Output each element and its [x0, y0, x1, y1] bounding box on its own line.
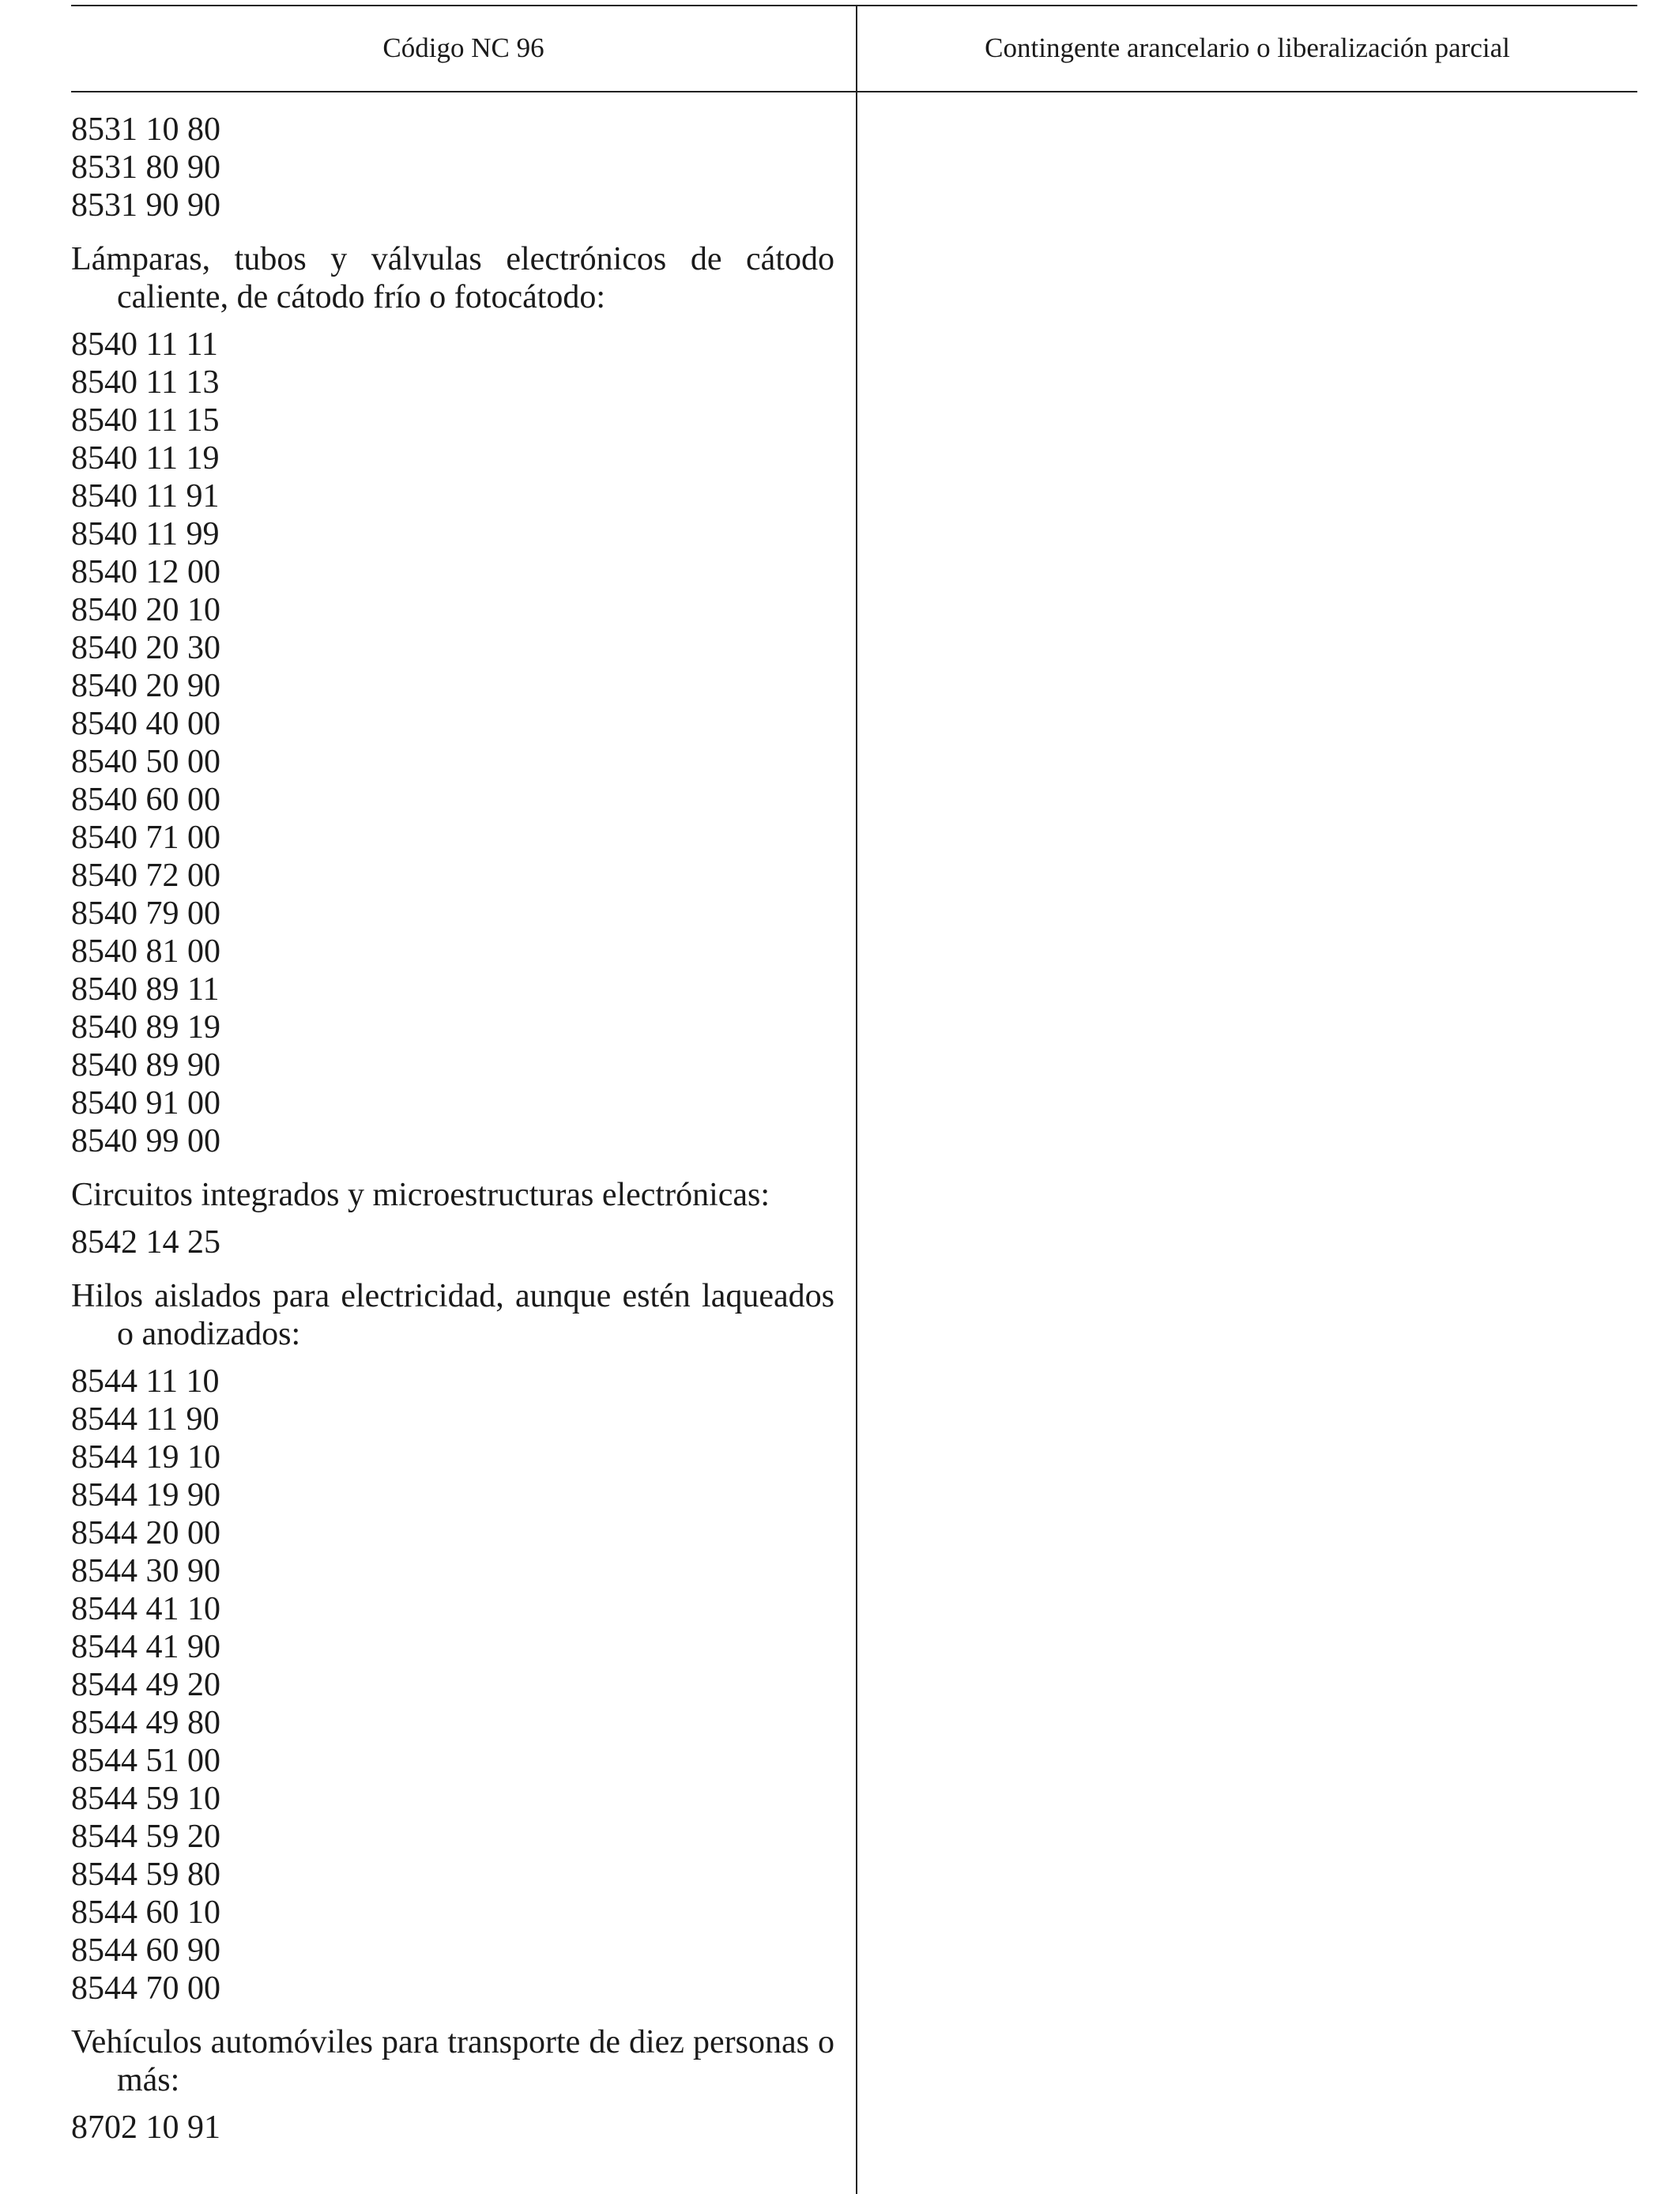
cn-code: 8540 91 00: [71, 1085, 220, 1122]
code-column: [71, 111, 834, 2147]
cn-code: 8531 90 90: [71, 187, 220, 224]
cn-code: 8544 59 20: [71, 1819, 220, 1855]
cn-code: 8544 41 90: [71, 1629, 220, 1665]
header-code: Código NC 96: [382, 32, 544, 63]
cn-code: 8544 41 10: [71, 1591, 220, 1627]
cn-code: 8531 80 90: [71, 149, 220, 186]
cn-code: 8540 71 00: [71, 820, 220, 856]
cn-code: 8540 11 15: [71, 402, 220, 439]
cn-code: 8540 11 19: [71, 440, 220, 477]
cn-code: 8544 60 90: [71, 1932, 220, 1969]
cn-code: 8544 20 00: [71, 1515, 220, 1551]
cn-code: 8544 51 00: [71, 1743, 220, 1779]
cn-code: 8544 60 10: [71, 1894, 220, 1931]
cn-code: 8540 89 19: [71, 1009, 220, 1046]
cn-code: 8540 50 00: [71, 744, 220, 780]
cn-code: 8544 59 80: [71, 1857, 220, 1893]
cn-code: 8540 81 00: [71, 933, 220, 970]
cn-code: 8540 11 91: [71, 478, 220, 515]
cn-code: 8540 60 00: [71, 782, 220, 818]
cn-code: 8544 11 90: [71, 1401, 220, 1438]
group-heading: Lámparas, tubos y válvulas electrónicos de cátodo caliente, de cátodo frío o fotocátodo:: [71, 241, 834, 315]
cn-code: 8531 10 80: [71, 111, 220, 148]
cn-code: 8540 40 00: [71, 706, 220, 742]
cn-code: 8702 10 91: [71, 2109, 220, 2146]
cn-code: 8544 49 80: [71, 1705, 220, 1741]
cn-code: 8540 79 00: [71, 895, 220, 932]
cn-code: 8544 70 00: [71, 1970, 220, 2007]
group-heading: Hilos aislados para electricidad, aunque estén laqueados o anodizados:: [71, 1278, 834, 1352]
cn-code: 8540 20 30: [71, 630, 220, 666]
cn-code: 8540 89 11: [71, 971, 220, 1008]
cn-code: 8542 14 25: [71, 1224, 220, 1261]
group-heading: Circuitos integrados y microestructuras electrónicas:: [71, 1177, 770, 1213]
cn-code: 8544 19 10: [71, 1439, 220, 1476]
cn-code: 8540 11 11: [71, 326, 218, 363]
header-quota: Contingente arancelario o liberalización parcial: [985, 32, 1510, 63]
code-group: [71, 240, 834, 1160]
code-group: [71, 1277, 834, 2007]
cn-code: 8544 59 10: [71, 1781, 220, 1817]
cn-code: 8540 72 00: [71, 858, 220, 894]
cn-code: 8544 30 90: [71, 1553, 220, 1589]
cn-code: 8540 12 00: [71, 554, 220, 590]
cn-code: 8540 20 90: [71, 668, 220, 704]
cn-code: 8540 11 99: [71, 516, 220, 552]
cn-code: 8540 11 13: [71, 364, 220, 401]
cn-code: 8540 89 90: [71, 1047, 220, 1084]
code-group: [71, 2023, 834, 2147]
cn-code: 8544 19 90: [71, 1477, 220, 1514]
cn-code: 8544 49 20: [71, 1667, 220, 1703]
group-heading: Vehículos automóviles para transporte de diez personas o más:: [71, 2024, 834, 2098]
cn-code: 8544 11 10: [71, 1363, 220, 1400]
quota-column: [857, 92, 1637, 2194]
code-group: [71, 1176, 834, 1261]
cn-code: 8540 99 00: [71, 1123, 220, 1159]
cn-code: 8540 20 10: [71, 592, 220, 628]
code-group: [71, 111, 834, 224]
